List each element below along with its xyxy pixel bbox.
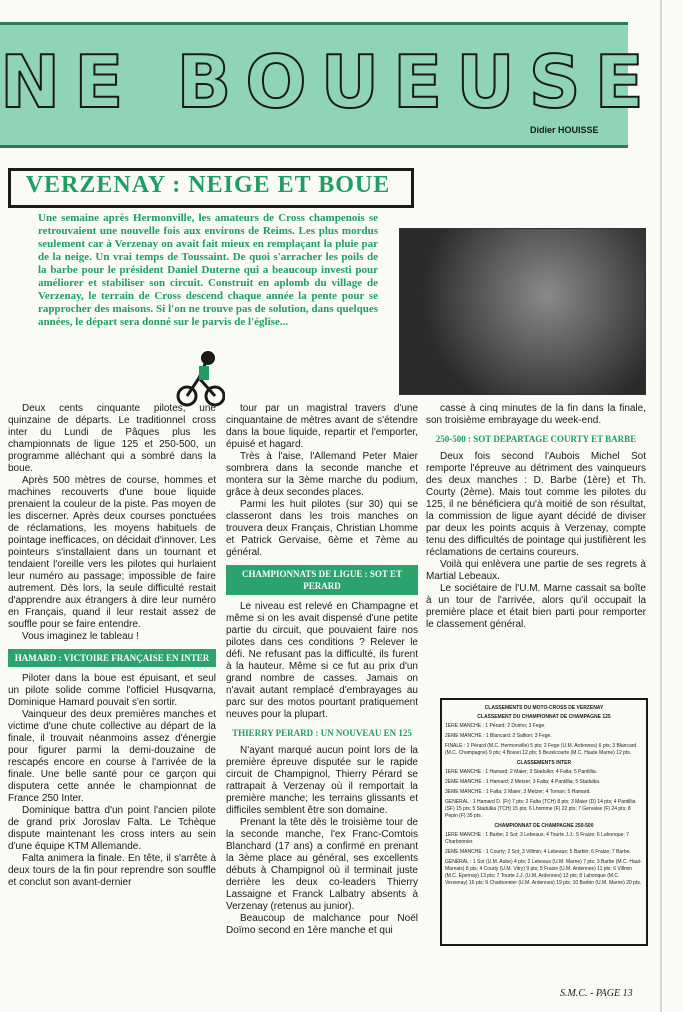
paragraph: Deux cents cinquante pilotes, une quinzaine de départs. Le traditionnel cross inter du Lundi de Pâques plus les championnats de ligue 125 et 250-500, un programme alléchant qui a sombré dans la boue. (8, 403, 216, 474)
subhead-championnats: CHAMPIONNATS DE LIGUE : SOT ET PERARD (226, 565, 418, 595)
results-line: 2EME MANCHE : 1 Courty; 2 Sot; 3 Villmin; 4 Lebeaux; 5 Barbin; 6 Fraize; 7 Barbe. (445, 849, 631, 855)
paragraph: tour par un magistral travers d'une cinquantaine de mètres avant de s'étendre dans la boue liquide, repartir et l'emporter, épuisé et hagard. (226, 403, 418, 450)
results-box (440, 698, 648, 946)
results-subtitle: CLASSEMENT DU CHAMPIONNAT DE CHAMPAGNE 125 (477, 714, 611, 720)
paragraph: Voilà qui enlèvera une partie de ses regrets à Martial Lebeaux. (426, 559, 646, 582)
page-footer: S.M.C. - PAGE 13 (560, 988, 633, 999)
author-byline: Didier HOUISSE (530, 125, 599, 135)
paragraph: Après 500 mètres de course, hommes et machines recouverts d'une boue liquide prenaient la couleur de la piste. Pas moyen de les discerner. Après deux courses ponctuées de réclamations, les moyens habituels de pointage inefficaces, on décidait d'innover. Les pointeurs s'installaient dans un tournant et tendaient l'oreille vers les pilotes qui hurlaient leur numéro au passage; impossible de faire autrement. Dès lors, la seule difficulté restait d'apprendre aux étrangers à dire leur numéro en Français, quand il leur restait assez de souffle pour se faire entendre. (8, 475, 216, 630)
paragraph: Le sociétaire de l'U.M. Marne cassait sa boîte à un tour de l'arrivée, alors qu'il occupait la première place et était bien parti pour remporter le classement général. (426, 583, 646, 630)
results-line: 1ERE MANCHE : 1 Barbe; 2 Sot; 3 Lebeaux; 4 Tourte J.J.; 5 Fraize; 6 Lahonque; 7 Charbonnier. (445, 832, 629, 845)
subhead-perard: THIERRY PERARD : UN NOUVEAU EN 125 (232, 728, 412, 738)
results-line: 1ERE MANCHE : 1 Pérard; 2 Doimo; 3 Fege. (445, 723, 546, 729)
results-subtitle: CHAMPIONNAT DE CHAMPAGNE 250-500 (494, 823, 594, 829)
paragraph: Deux fois second l'Aubois Michel Sot remporte l'épreuve au détriment des vainqueurs des deux manches : D. Barbe (1ère) et Th. Courty (2ème). Mais tout comme les pilotes du 125, il ne bénéficiera qu'à moitié de son résultat, la commission de ligue ayant décidé de diviser par deux les points acquis à Verzenay, compte tenu des difficultés de pointage qui justifièrent les réclamations de certains coureurs. (426, 451, 646, 558)
page-title: NE BOUEUSE (0, 40, 658, 124)
paragraph: Falta animera la finale. En tête, il s'arrête à deux tours de la fin pour reprendre son souffle et conclut son avant-dernier (8, 853, 216, 888)
results-line: 2EME MANCHE : 1 Hamard; 2 Metzer; 3 Falta; 4 Pantillia; 5 Stadulka. (445, 779, 601, 785)
paragraph: Très à l'aise, l'Allemand Peter Maier sombrera dans la seconde manche et montera sur la 3ème marche du podium, grâce à deux secondes places. (226, 451, 418, 498)
paragraph: Piloter dans la boue est épuisant, et seul un pilote solide comme l'officiel Husqvarna, Dominique Hamard pouvait s'en sortir. (8, 673, 216, 708)
motocross-photo (399, 228, 646, 395)
intro-paragraph: Une semaine après Hermonville, les amateurs de Cross champenois se retrouvaient une nouvelle fois aux environs de Reims. Les plus mordus seulement car à Verzenay on avait fait mieux en remplaçant la pluie par de la neige. Un vrai temps de Toussaint. De quoi s'arracher les poils de la barbe pour le président Daniel Duterne qui a beaucoup investi pour améliorer et stabiliser son circuit. Construit en aplomb du village de Verzenay, le terrain de Cross descend chaque année la pente pour se rapprocher des maisons. Si l'on ne trouve pas de solution, dans quelques années, le départ sera donné sur le parvis de l'église... (38, 212, 378, 328)
column-1 (8, 403, 216, 889)
results-line: 2EME MANCHE : 1 Blancard; 2 Saltion; 3 Fege. (445, 733, 552, 739)
subhead-hamard: HAMARD : VICTOIRE FRANÇAISE EN INTER (8, 649, 216, 667)
paragraph: N'ayant marqué aucun point lors de la première épreuve disputée sur le rapide circuit de Champignol, Thierry Pérard se rattrapait à Verzenay où il remportait la première manche; les terrains glissants et difficiles semblent être son domaine. (226, 745, 418, 816)
paragraph: Dominique battra d'un point l'ancien pilote de grand prix Joroslav Falta. Le Tchèque dispute maintenant les cross inters au sein d'une équipe KTM Allemande. (8, 805, 216, 852)
column-2 (226, 403, 418, 937)
column-3 (426, 403, 646, 631)
results-line: GENERAL : 1 Hamard D. (Fr) 7 pts; 2 Falta (TCH) 8 pts; 3 Maier (D) 14 pts; 4 Pantillia (SF) 15 pts; 5 Stadulka (TCH) 15 pts; 6 Lhomme (F) 22 pts; 7 Gervaise (F) 24 pts; 8 Pepin (F) 35 pts. (445, 799, 636, 819)
paragraph: casse à cinq minutes de la fin dans la finale, son troisième embrayage du week-end. (426, 403, 646, 426)
subhead-250-500: 250-500 : SOT DEPARTAGE COURTY ET BARBE (435, 434, 637, 444)
paragraph: Le niveau est relevé en Champagne et même si on les avait dispensé d'une petite partie du circuit, que pouvaient faire nos pilotes dans ces conditions ? Relever le défi. Ne refusant pas la difficulté, ils furent à la hauteur. Même si ce fut au prix d'un grand nombre de casses. Jamais on n'avait autant remplacé d'embrayages au parc sur des motos pourtant pratiquement neuves pour la plupart. (226, 601, 418, 720)
paragraph: Parmi les huit pilotes (sur 30) qui se classeront dans les trois manches on trouvera deux Français, Christian Lhomme et Patrick Gervaise, 6ème et 7ème au général. (226, 499, 418, 558)
paragraph: Vous imaginez le tableau ! (22, 631, 139, 642)
results-title: CLASSEMENTS DU MOTO-CROSS DE VERZENAY (484, 705, 604, 711)
page-edge (660, 0, 662, 1012)
results-line: FINALE : 1 Pérard (M.C. Hermonville) 5 pts; 2 Fege (U.M. Ardennes) 6 pts; 3 Blancard (M.C. Champagne) 9 pts; 4 Bouvri 12 pts; 5 Bezelcourte (M.C. Haute Marne) 12 pts. (445, 743, 637, 756)
results-subtitle: CLASSEMENTS INTER (516, 760, 572, 766)
motocross-rider-icon (175, 348, 225, 408)
results-line: 3EME MANCHE : 1 Falta; 2 Maier; 3 Metzer; 4 Toman; 5 Hamard. (445, 789, 591, 795)
paragraph: Prenant la tête dès le troisième tour de la seconde manche, l'ex Franc-Comtois Blanchard (17 ans) a confirmé en prenant la 3ème place au général, ses excellents débuts à Champignol où il terminait juste derrière les deux co-leaders Thierry Lassaigne et Franck Lalbatry absents à Verzenay (retenus au junior). (226, 817, 418, 912)
paragraph: Beaucoup de malchance pour Noël Doïmo second en 1ère manche et qui (226, 913, 418, 936)
article-heading: VERZENAY : NEIGE ET BOUE (25, 172, 391, 198)
results-line: 1ERE MANCHE : 1 Hamard; 2 Maier; 3 Stadulko; 4 Falta; 5 Pantillia. (445, 769, 598, 775)
paragraph: Vainqueur des deux premières manches et victime d'une chute collective au départ de la finale, il trouvait néanmoins assez d'énergie pour figurer parmi la demi-douzaine de rescapés encore en course à l'arrivée de la finale. Une belle santé pour ce garçon qui disputera cette année le championnat de France 250 Inter. (8, 709, 216, 804)
results-line: GENERAL : 1 Sot (U.M. Aube) 4 pts; 2 Lebeaux (U.M. Marne) 7 pts; 3 Barbe (M.C. Haut-Marnais) 8 pts; 4 Courty (U.M. Vitry) 9 pts; 5 Fraize (U.M. Ardennes) 11 pts; 6 Villmin (M.C. Epernay) 13 pts; 7 Tourte J.J. (U.M. Ardennes) 13 pts; 8 Lahonque (M.C. Verzenay) 16 pts; 9 Charbonnier (U.M. Ardennes) 19 pts; 10 Barbin (U.M. Marne) 20 pts. (445, 859, 642, 886)
